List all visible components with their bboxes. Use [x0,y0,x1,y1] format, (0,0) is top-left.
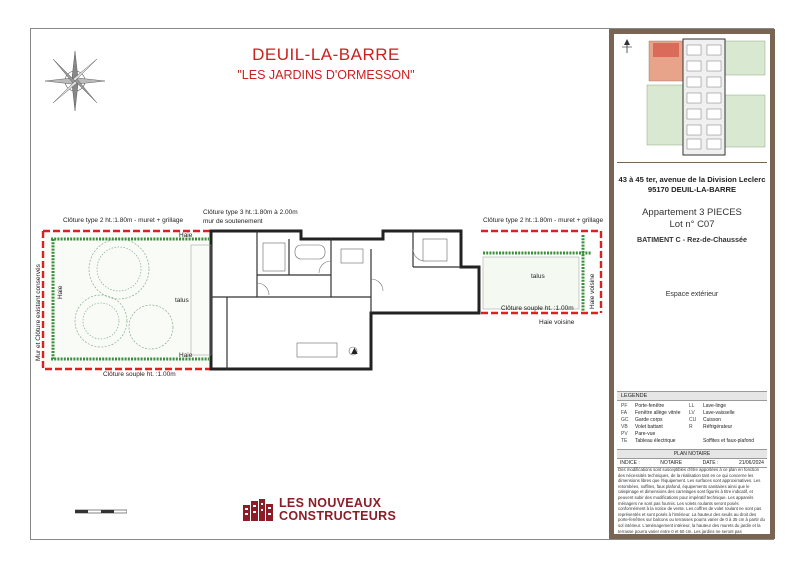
exterior-space-label: Espace extérieur [665,291,719,298]
hedge-label-top: Haie [179,232,193,239]
legend-code: LL [689,403,695,409]
legend-label: Volet battant [635,424,663,430]
notary-plan-title: PLAN NOTAIRE [617,449,767,458]
index-value: NOTAIRE [660,460,683,466]
fence-label-middle: Clôture type 3 ht.:1.80m à 2.00m [203,209,298,216]
legend-label: Réfrigérateur [703,424,733,430]
city-name: DEUIL-LA-BARRE [252,45,400,64]
compass-icon [43,49,107,113]
existing-wall-label: Mur et Clôture existant conservés [35,264,42,361]
address-street: 43 à 45 ter, avenue de la Division Leclerc [618,175,766,184]
address-city: 95170 DEUIL-LA-BARRE [647,185,737,194]
legend-label: Lave-vaisselle [703,410,735,416]
hedge-label-left: Haie [57,285,64,299]
legend-code: LV [689,410,695,416]
date-value: 21/06/2024 [738,460,764,466]
retaining-wall-label: mur de soutenement [203,218,263,225]
program-name: "LES JARDINS D'ORMESSON" [237,68,415,82]
legend-code: CU [689,417,697,423]
neighbour-hedge-label: Haie voisine [539,319,575,326]
neighbour-hedge-label-right: Haie voisine [589,273,596,309]
builder-name [279,497,396,523]
title-block-frame [609,29,775,539]
legend-label: Soffites et faux-plafond [703,438,755,444]
entrance-arrow-icon: ▲ [349,345,360,357]
scale-bar [75,509,127,515]
legend-label: Pare-vue [635,431,656,437]
fence-label-bottom: Clôture souple ht. :1.00m [103,371,176,378]
legend-label: Cuisson [703,417,722,423]
lawn-label-right: talus [531,273,545,280]
legend-label: Lave-linge [703,403,727,409]
building-level: BATIMENT C - Rez-de-Chaussée [636,235,748,244]
project-title [181,45,471,82]
builder-logo-icon [243,499,273,521]
legend-title: LEGENDE [617,391,767,401]
legend-code: VB [621,424,628,430]
builder-name-line2: CONSTRUCTEURS [279,509,397,523]
legend-label: Tableau électrique [635,438,676,444]
legend-label: Fenêtre allège vitrée [635,410,681,416]
legend-code: PF [621,403,628,409]
floor-plan [31,209,611,389]
fence-label-right: Clôture type 2 ht.:1.80m - muret + grillage [483,217,604,224]
index-label: INDICE : [620,460,640,466]
builder-logo [243,497,396,523]
floor-plan-drawing [31,209,611,389]
legend-label: Porte-fenêtre [635,403,665,409]
legend-code: GC [621,417,629,423]
fence-label-right-bottom: Clôture souple ht. :1.00m [501,305,574,312]
builder-name-line1: LES NOUVEAUX [279,496,382,510]
legend-code: TE [621,438,628,444]
apartment-type: Appartement 3 PIECES [642,207,742,218]
lot-number: Lot n° C07 [669,219,715,230]
legend-code: PV [621,431,628,437]
fence-label-left: Clôture type 2 ht.:1.80m - muret + grillage [63,217,184,224]
legend-code: R [689,424,693,430]
hedge-label-bottom: Haie [179,352,193,359]
lawn-label: talus [175,297,189,304]
disclaimer-notice: Des modifications sont susceptibles d'être apportées à ce plan en fonction des nécessités techniques, de la réalisation tant en ce qui concerne les dimensions libres que l'équipement. Les surfaces sont approximatives. Les retombées, soffites, faux plafond, équipements sanitaires ainsi que le calepinage et dimensions des carrelages sont figurés à titre indicatif, et peuvent subir des modifications pour impératif technique. Les appareils ménagers ne sont pas fournis. Les volets roulants seront posés conformément à la notice de vente. Les coffres de volet roulant ne sont pas représentés et sont posés à l'intérieur. La hauteur des seuils au droit des porte-fenêtres sur balcons ou terrasses pourra varier de 0 à 35 cm à partir du sol intérieur. L'aménagement intérieur, la hauteur des murets du jardin et la terrasse pourra varier entre 0 et 60 cm. Les jardins ne seront pas nécessairement plats et pourront comporter des talus et des pentes. [618,467,765,540]
legend-label: Garde corps [635,417,663,423]
date-label: DATE : [702,460,719,466]
plan-sheet [30,28,774,540]
legend-code: FA [621,410,628,416]
title-block [609,29,775,539]
